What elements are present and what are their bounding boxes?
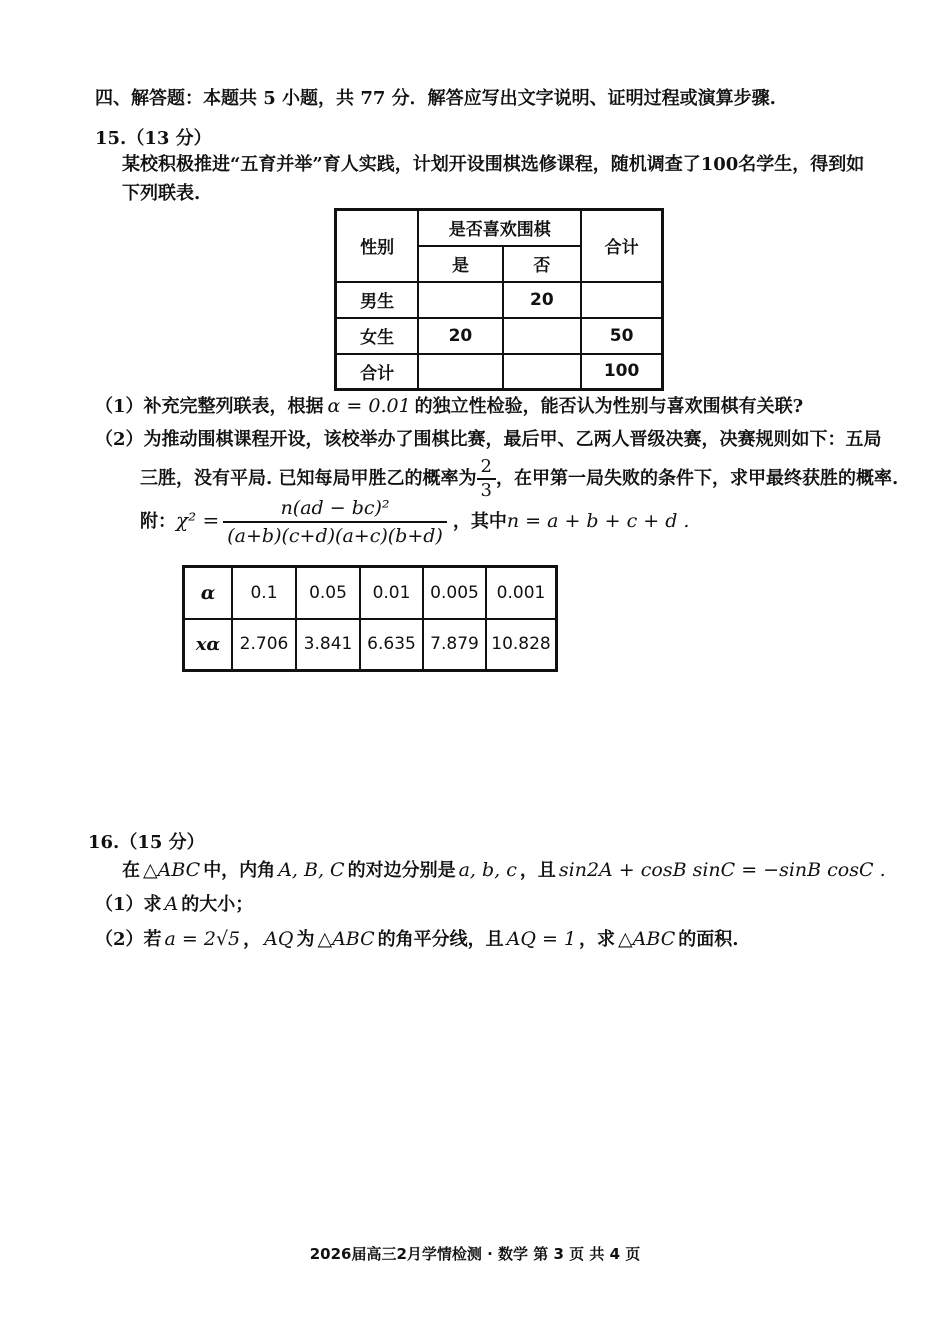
q16-part-2 bbox=[95, 925, 739, 954]
formula-denominator: (a+b)(c+d)(a+c)(b+d) bbox=[227, 525, 443, 547]
cell-yes bbox=[418, 282, 502, 318]
cell-no bbox=[503, 318, 582, 354]
contingency-table bbox=[334, 208, 664, 391]
formula-n-definition: n = a + b + c + d . bbox=[506, 510, 690, 532]
x-alpha-label: xα bbox=[184, 619, 233, 671]
q15-part-1 bbox=[95, 392, 803, 421]
header-no: 否 bbox=[503, 246, 582, 282]
table-row bbox=[184, 567, 557, 619]
table-row bbox=[336, 318, 663, 354]
critical-value: 10.828 bbox=[486, 619, 557, 671]
q15-p1-text-b: 的独立性检验，能否认为性别与喜欢围棋有关联? bbox=[414, 396, 804, 417]
q15-part-2-line-1: （2）为推动围棋课程开设，该校举办了围棋比赛，最后甲、乙两人晋级决赛，决赛规则如下：五局 bbox=[95, 429, 882, 450]
angle-a: A bbox=[164, 893, 179, 915]
q16-text: ，求 bbox=[579, 929, 616, 950]
header-yes: 是 bbox=[418, 246, 502, 282]
formula-lhs: χ² = bbox=[176, 508, 220, 532]
header-total: 合计 bbox=[581, 210, 662, 282]
header-like-go: 是否喜欢围棋 bbox=[418, 210, 581, 246]
q16-text: 的角平分线，且 bbox=[377, 929, 504, 950]
q16-text: 为 bbox=[296, 929, 315, 950]
section-title: 四、解答题：本题共 5 小题，共 77 分．解答应写出文字说明、证明过程或演算步骤. bbox=[95, 88, 776, 109]
cell-total bbox=[581, 282, 662, 318]
alpha-value: 0.01 bbox=[360, 567, 423, 619]
q16-text: 中，内角 bbox=[203, 860, 276, 881]
q16-text: ，且 bbox=[519, 860, 556, 881]
alpha-label: α bbox=[184, 567, 233, 619]
segment-aq: AQ bbox=[264, 928, 294, 950]
q16-text: 的对边分别是 bbox=[347, 860, 456, 881]
row-label: 男生 bbox=[336, 282, 419, 318]
table-row bbox=[336, 354, 663, 390]
formula-numerator: n(ad − bc)² bbox=[223, 495, 447, 523]
row-label: 合计 bbox=[336, 354, 419, 390]
cell-no: 20 bbox=[503, 282, 582, 318]
triangle-abc: △ABC bbox=[317, 928, 375, 950]
q15-intro-line-1: 某校积极推进“五育并举”育人实践，计划开设围棋选修课程，随机调查了100名学生，得到如 bbox=[122, 154, 865, 175]
triangle-abc: △ABC bbox=[143, 859, 201, 881]
q16-text: （1）求 bbox=[95, 894, 162, 915]
formula-label: 附： bbox=[140, 511, 176, 532]
q15-p2-text-b: ，在甲第一局失败的条件下，求甲最终获胜的概率. bbox=[496, 468, 899, 489]
formula-mid-text: ，其中 bbox=[452, 511, 507, 532]
q16-part-1 bbox=[95, 890, 253, 919]
critical-value: 2.706 bbox=[232, 619, 296, 671]
header-gender: 性别 bbox=[336, 210, 419, 282]
question-16-heading: 16.（15 分） bbox=[88, 832, 205, 853]
fraction-numerator: 2 bbox=[477, 456, 496, 480]
q16-text: ， bbox=[243, 929, 262, 950]
critical-value: 6.635 bbox=[360, 619, 423, 671]
q16-stem bbox=[122, 856, 886, 885]
table-row bbox=[184, 619, 557, 671]
q16-text: 的大小； bbox=[181, 894, 254, 915]
alpha-value: 0.1 bbox=[232, 567, 296, 619]
fraction-denominator: 3 bbox=[480, 480, 492, 501]
cell-total: 50 bbox=[581, 318, 662, 354]
trig-equation: sin2A + cosB sinC = −sinB cosC . bbox=[558, 859, 886, 881]
q16-text: （2）若 bbox=[95, 929, 162, 950]
alpha-value: 0.005 bbox=[423, 567, 486, 619]
sides-abc: a, b, c bbox=[458, 859, 517, 881]
aq-length: AQ = 1 bbox=[506, 928, 577, 950]
page-footer: 2026届高三2月学情检测 · 数学 第 3 页 共 4 页 bbox=[309, 1245, 641, 1263]
row-label: 女生 bbox=[336, 318, 419, 354]
q15-p1-alpha: α = 0.01 bbox=[327, 395, 411, 417]
alpha-value: 0.001 bbox=[486, 567, 557, 619]
cell-total: 100 bbox=[581, 354, 662, 390]
chi-square-formula bbox=[140, 495, 689, 549]
cell-yes: 20 bbox=[418, 318, 502, 354]
critical-value: 7.879 bbox=[423, 619, 486, 671]
cell-yes bbox=[418, 354, 502, 390]
q15-intro-line-2: 下列联表. bbox=[122, 183, 201, 204]
angles-abc: A, B, C bbox=[278, 859, 345, 881]
table-row bbox=[336, 282, 663, 318]
q16-text: 的面积. bbox=[678, 929, 739, 950]
question-15-heading: 15.（13 分） bbox=[95, 128, 212, 149]
side-a-value: a = 2√5 bbox=[164, 928, 241, 950]
critical-value: 3.841 bbox=[296, 619, 360, 671]
q15-p1-text-a: （1）补充完整列联表，根据 bbox=[95, 396, 324, 417]
cell-no bbox=[503, 354, 582, 390]
alpha-value: 0.05 bbox=[296, 567, 360, 619]
q15-p2-text-a: 三胜，没有平局. 已知每局甲胜乙的概率为 bbox=[140, 468, 477, 489]
q16-text: 在 bbox=[122, 860, 140, 881]
critical-value-table bbox=[182, 565, 558, 672]
triangle-abc: △ABC bbox=[618, 928, 676, 950]
formula-fraction bbox=[223, 495, 447, 549]
